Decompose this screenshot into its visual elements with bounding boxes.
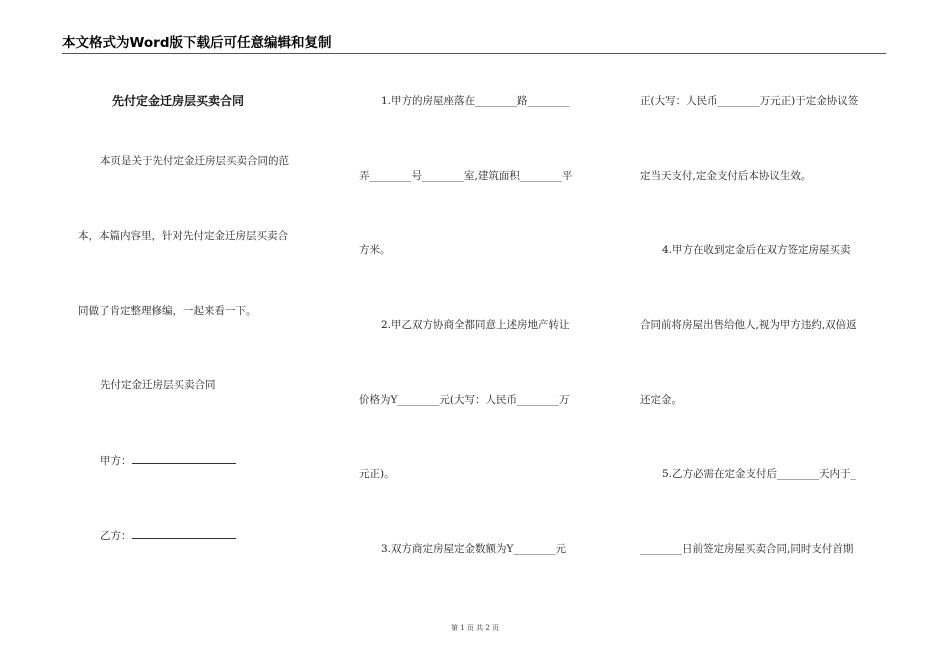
clause-line: 4.甲方在收到定金后在双方签定房屋买卖 [662,244,851,256]
page-number: 第 1 页 共 2 页 [450,624,500,632]
clause-line: 合同前将房屋出售给他人,视为甲方违约,双倍返 [640,319,857,331]
party-a-blank [132,453,236,464]
document-title: 先付定金迁房层买卖合同 [112,94,245,108]
clause-line: 3.双方商定房屋定金数额为Y________元 [381,543,566,555]
body-line: 本，本篇内容里，针对先付定金迁房层买卖合 [78,230,288,242]
clause-line: 5.乙方必需在定金支付后________天内于_ [662,468,856,480]
contract-heading: 先付定金迁房层买卖合同 [100,379,216,391]
header-divider [62,53,886,54]
body-line: 本页是关于先付定金迁房层买卖合同的范 [100,155,289,167]
party-b-label: 乙方： [100,530,132,542]
clause-line: 还定金。 [640,394,682,406]
clause-line: 弄________号________室,建筑面积________平 [359,170,573,182]
party-b-line [78,528,236,543]
document-header: 本文格式为Word版下载后可任意编辑和复制 [62,35,332,51]
clause-line: 1.甲方的房屋座落在________路________ [381,95,570,107]
clause-line: ________日前签定房屋买卖合同,同时支付首期 [640,543,854,555]
clause-line: 元正)。 [359,468,395,480]
clause-line: 定当天支付,定金支付后本协议生效。 [640,170,812,182]
clause-line: 正(大写：人民币________万元正)于定金协议签 [640,95,859,107]
clause-line: 价格为Y________元(大写：人民币________万 [359,394,570,406]
party-a-line [78,453,236,468]
clause-line: 2.甲乙双方协商全都同意上述房地产转让 [381,319,570,331]
body-line: 同做了肯定整理修编，一起来看一下。 [78,305,257,317]
clause-line: 方米。 [359,244,391,256]
party-b-blank [132,528,236,539]
party-a-label: 甲方： [100,455,132,467]
